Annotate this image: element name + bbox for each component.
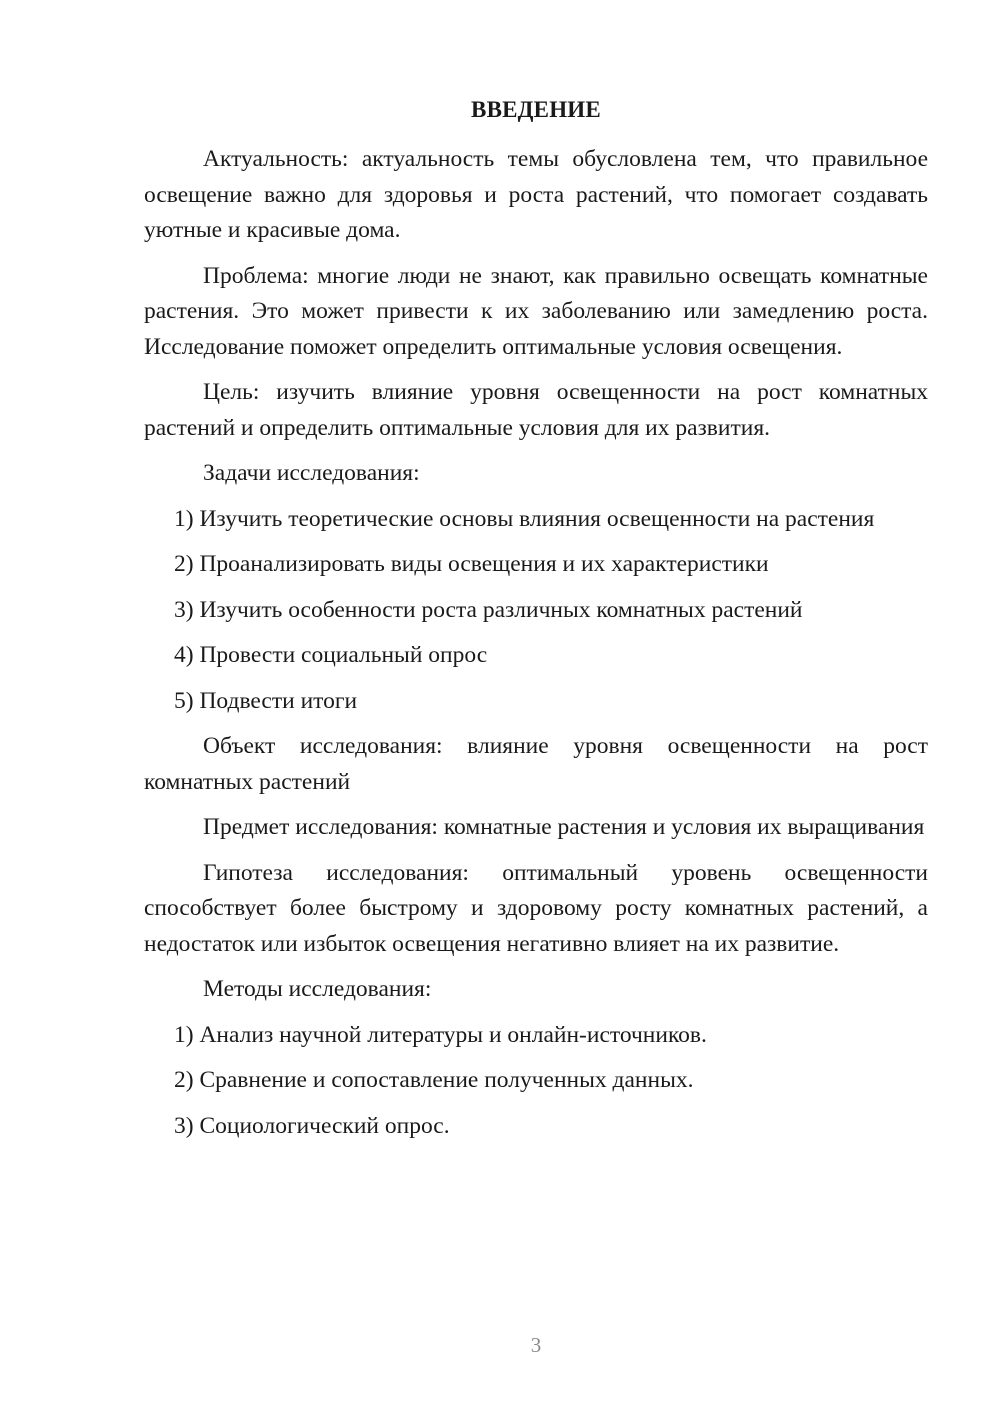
method-item: 1) Анализ научной литературы и онлайн-источников. — [174, 1021, 707, 1048]
page-number: 3 — [530, 1333, 542, 1357]
document-body — [144, 142, 928, 1154]
task-item: 1) Изучить теоретические основы влияния освещенности на растения — [174, 505, 875, 532]
paragraph-relevance: Актуальность: актуальность темы обусловлена тем, что правильное освещение важно для здоровья и роста растений, что помогает создавать уютные и красивые дома. — [144, 146, 928, 243]
task-item: 4) Провести социальный опрос — [174, 642, 488, 668]
method-item: 3) Социологический опрос. — [174, 1112, 450, 1139]
task-item: 3) Изучить особенности роста различных комнатных растений — [174, 596, 803, 623]
methods-heading: Методы исследования: — [203, 976, 432, 1002]
paragraph-object: Объект исследования: влияние уровня освещенности на рост комнатных растений — [144, 733, 928, 795]
paragraph-hypothesis: Гипотеза исследования: оптимальный уровень освещенности способствует более быстрому и здоровому росту комнатных растений, а недостаток или избыток освещения негативно влияет на их развитие. — [144, 859, 928, 957]
tasks-heading: Задачи исследования: — [203, 460, 420, 486]
paragraph-goal: Цель: изучить влияние уровня освещенности на рост комнатных растений и определить оптимальные условия для их развития. — [144, 379, 928, 441]
task-item: 2) Проанализировать виды освещения и их характеристики — [174, 551, 769, 577]
task-item: 5) Подвести итоги — [174, 687, 358, 714]
paragraph-subject: Предмет исследования: комнатные растения и условия их выращивания — [203, 814, 925, 840]
paragraph-problem: Проблема: многие люди не знают, как правильно освещать комнатные растения. Это может привести к их заболеванию или замедлению роста. Исследование поможет определить оптимальные условия освещения. — [144, 262, 928, 360]
page-title: ВВЕДЕНИЕ — [471, 97, 601, 122]
method-item: 2) Сравнение и сопоставление полученных данных. — [174, 1067, 694, 1093]
